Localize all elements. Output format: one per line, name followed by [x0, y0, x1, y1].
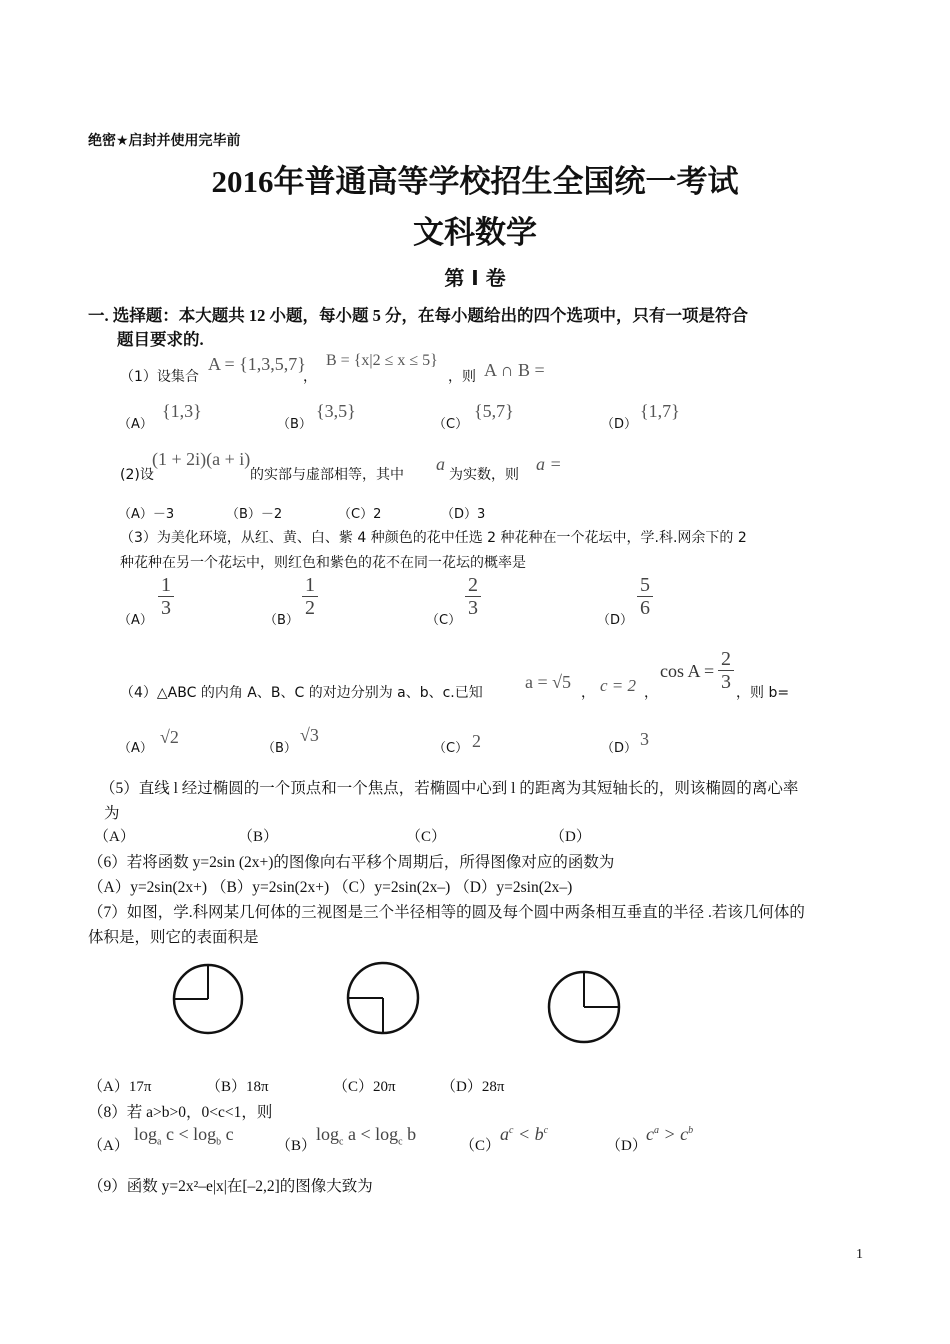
q5-line1: （5）直线 l 经过椭圆的一个顶点和一个焦点，若椭圆中心到 l 的距离为其短轴长的，则该椭圆的离心率	[100, 780, 799, 797]
q3-option-d-num: 5	[640, 574, 650, 596]
q3-option-c-fraction	[465, 574, 481, 619]
q7-line2: 体积是，则它的表面积是	[88, 929, 259, 946]
q5-option-a: （A）	[94, 829, 135, 845]
section1-line1: 一. 选择题：本大题共 12 小题，每小题 5 分，在每小题给出的四个选项中，只有一项是符合	[88, 306, 748, 325]
q4-cos-fraction	[718, 648, 734, 693]
q3-option-b-label: （B）	[264, 613, 299, 628]
q1-set-b: B = {x|2 ≤ x ≤ 5}	[326, 352, 438, 369]
q2-option-d: （D）3	[441, 507, 486, 522]
q9-line1: （9）函数 y=2x²–e|x|在[–2,2]的图像大致为	[88, 1178, 373, 1195]
q1-then: ，则	[448, 369, 476, 385]
q8-line1: （8）若 a>b>0，0<c<1，则	[88, 1104, 273, 1121]
q2-mid: 的实部与虚部相等，其中	[250, 467, 404, 483]
q4-sep-2: ，	[644, 685, 658, 701]
q1-prompt: （1）设集合	[120, 369, 199, 385]
page-number: 1	[856, 1247, 863, 1262]
q3-option-a-label: （A）	[118, 613, 153, 628]
three-view-top-figure	[545, 968, 623, 1046]
section1-line2: 题目要求的.	[117, 330, 204, 349]
q5-option-c: （C）	[406, 829, 447, 845]
q3-option-c-den: 3	[468, 597, 478, 619]
q5-option-b: （B）	[238, 829, 279, 845]
q3-option-a-num: 1	[161, 574, 171, 596]
q6-line1: （6）若将函数 y=2sin (2x+)的图像向右平移个周期后，所得图像对应的函数为	[88, 854, 615, 871]
q4-text: （4）△ABC 的内角 A、B、C 的对边分别为 a、b、c.已知	[120, 685, 483, 701]
q3-option-d-fraction	[637, 574, 653, 619]
q3-option-c-num: 2	[468, 574, 478, 596]
three-view-front-figure	[170, 961, 246, 1037]
secret-label: 绝密★启封并使用完毕前	[88, 133, 241, 149]
three-view-side-figure	[344, 959, 422, 1037]
q4-tail: ，则 b=	[736, 685, 790, 701]
volume-heading: 第 Ⅰ 卷	[444, 266, 506, 290]
q4-cos-num: 2	[721, 648, 731, 670]
exam-subtitle: 文科数学	[413, 215, 537, 250]
q2-option-b: （B）－2	[226, 507, 283, 522]
q1-set-a: A = {1,3,5,7}	[208, 354, 306, 374]
q1-option-a-value: {1,3}	[162, 401, 202, 421]
q8-option-a-value: $\log_a c < \log_b c$	[134, 1124, 234, 1148]
q4-cos: cos A =	[660, 661, 715, 681]
q4-option-c-label: （C）	[433, 741, 469, 756]
q4-option-d-label: （D）	[601, 741, 638, 756]
q1-option-b-value: {3,5}	[316, 401, 356, 421]
q3-option-d-den: 6	[640, 597, 650, 619]
q5-option-d: （D）	[550, 829, 591, 845]
q3-option-a-den: 3	[161, 597, 171, 619]
q7-option-b: （B）18π	[206, 1079, 269, 1095]
exam-title: 2016年普通高等学校招生全国统一考试	[211, 164, 739, 199]
q2-option-a: （A）－3	[118, 507, 175, 522]
q7-option-d: （D）28π	[441, 1079, 505, 1095]
q8-option-c-label: （C）	[460, 1138, 501, 1154]
q8-option-c-value: $a^c < b^c$	[500, 1124, 549, 1144]
q2-prefix: (2)设	[120, 467, 154, 483]
q4-option-c-value: 2	[472, 731, 481, 751]
q1-option-a-label: （A）	[118, 417, 153, 432]
q8-option-a-label: （A）	[88, 1138, 129, 1154]
q3-option-c-label: （C）	[426, 613, 462, 628]
q1-comma: ，	[303, 369, 317, 385]
q2-var: a	[436, 454, 445, 474]
q8-option-b-value: $\log_c a < \log_c b$	[316, 1124, 417, 1148]
q4-option-a-value: √2	[160, 727, 179, 747]
q1-option-d-value: {1,7}	[640, 401, 680, 421]
q2-expr: (1 + 2i)(a + i)	[152, 449, 251, 469]
q3-line2: 种花种在另一个花坛中，则红色和紫色的花不在同一花坛的概率是	[120, 555, 526, 571]
q4-a-eq: a = √5	[525, 672, 572, 692]
q4-option-b-value: √3	[300, 725, 319, 745]
q3-option-b-den: 2	[305, 597, 315, 619]
q1-expr: A ∩ B =	[484, 360, 545, 380]
q4-c-eq: c = 2	[600, 676, 637, 695]
q2-mid2: 为实数，则	[449, 467, 519, 483]
q6-line2: （A）y=2sin(2x+) （B）y=2sin(2x+) （C）y=2sin(2x–) （D）y=2sin(2x–)	[88, 879, 573, 896]
q4-sep-1: ，	[581, 685, 595, 701]
q3-option-d-label: （D）	[597, 613, 634, 628]
q4-cos-den: 3	[721, 671, 731, 693]
q7-line1: （7）如图，学.科网某几何体的三视图是三个半径相等的圆及每个圆中两条相互垂直的半径 .若该几何体的	[88, 904, 805, 921]
q3-line1: （3）为美化环境，从红、黄、白、紫 4 种颜色的花中任选 2 种花种在一个花坛中，学.科.网余下的 2	[120, 530, 747, 546]
q2-tail: a =	[536, 454, 562, 474]
q7-option-a: （A）17π	[88, 1079, 152, 1095]
q3-option-b-num: 1	[305, 574, 315, 596]
q1-option-c-value: {5,7}	[474, 401, 514, 421]
q8-option-b-label: （B）	[276, 1138, 317, 1154]
q8-option-d-label: （D）	[606, 1138, 647, 1154]
q2-option-c: （C）2	[338, 507, 382, 522]
q1-option-d-label: （D）	[601, 417, 638, 432]
q4-option-b-label: （B）	[262, 741, 297, 756]
q7-option-c: （C）20π	[333, 1079, 396, 1095]
q4-option-a-label: （A）	[118, 741, 153, 756]
q8-option-d-value: $c^a > c^b$	[646, 1124, 694, 1144]
q3-option-b-fraction	[302, 574, 318, 619]
q1-option-c-label: （C）	[433, 417, 469, 432]
q3-option-a-fraction	[158, 574, 174, 619]
q4-option-d-value: 3	[640, 729, 649, 749]
q1-option-b-label: （B）	[277, 417, 312, 432]
q5-line2: 为	[104, 805, 120, 822]
